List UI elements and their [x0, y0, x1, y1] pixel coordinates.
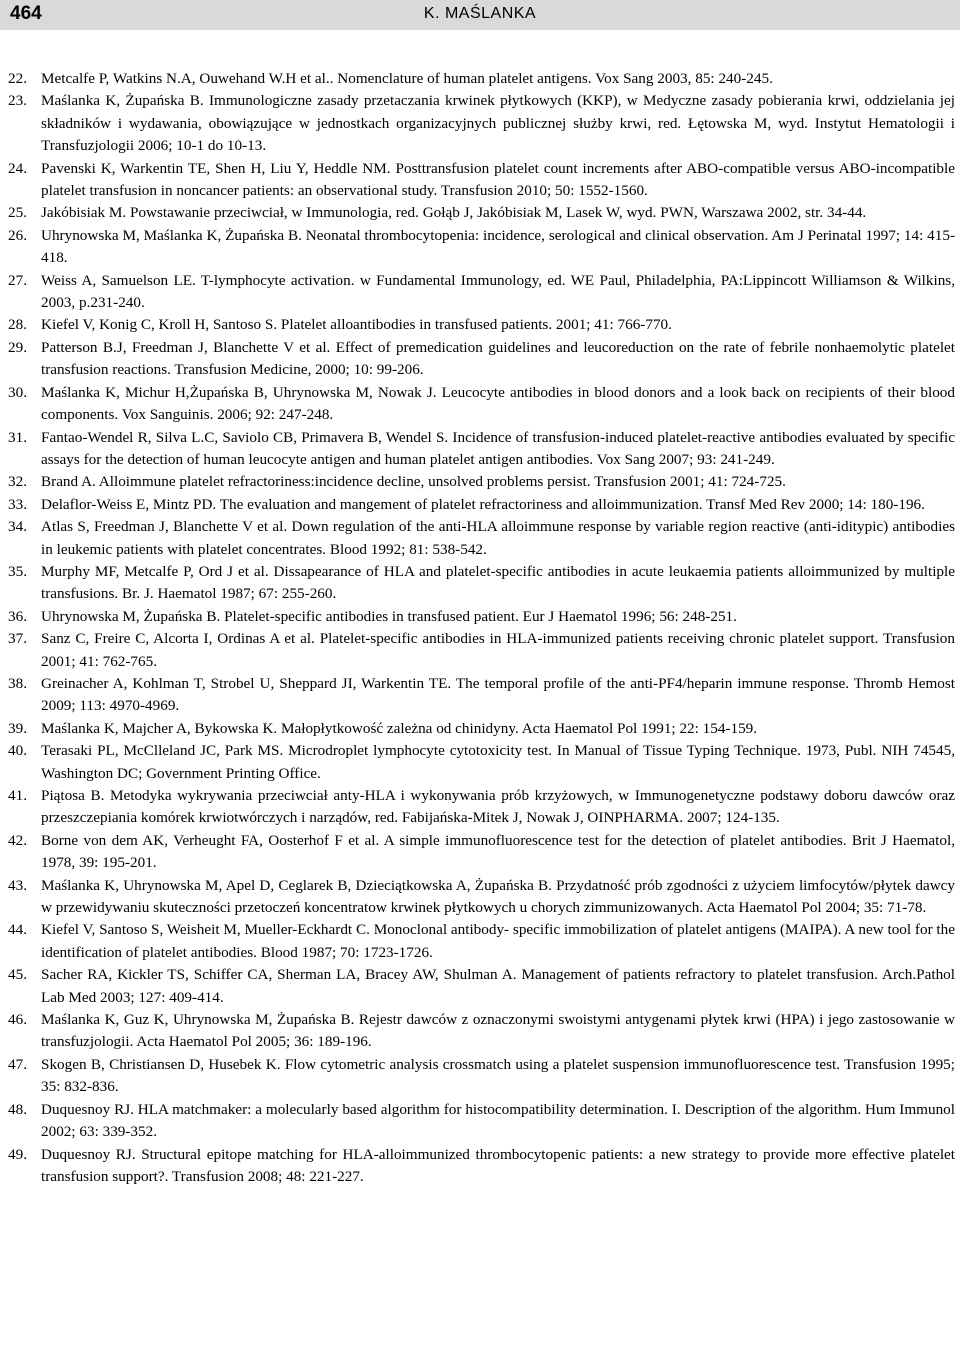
reference-item	[8, 314, 955, 336]
running-head: K. MAŚLANKA	[423, 5, 537, 22]
reference-text: Maślanka K, Michur H,Żupańska B, Uhrynowska M, Nowak J. Leucocyte antibodies in blood donors and a look back on recipients of their blood components. Vox Sanguinis. 2006; 92: 247-248.	[41, 383, 955, 424]
reference-item	[8, 1144, 955, 1189]
reference-text: Piątosa B. Metodyka wykrywania przeciwciał anty-HLA i wykonywania prób krzyżowych, w Immunogenetyczne podstawy doboru dawców oraz przeszczepiania komórek krwiotwórczych i narządów, red. Fabijańska-Mitek J, Nowak J, OINPHARMA. 2007; 124-135.	[41, 787, 955, 827]
reference-item	[8, 471, 955, 493]
reference-text: Maślanka K, Żupańska B. Immunologiczne zasady przetaczania krwinek płytkowych (KKP), w Medyczne zasady pobierania krwi, oddzielania jej składników i wydawania, obowiązujące w jednostkach organizacyjnych publicznej służby krwi, red. Łętowska M, wyd. Instytut Hematologii i Transfuzjologii 2006; 10-1 do 10-13.	[41, 92, 955, 155]
reference-text: Atlas S, Freedman J, Blanchette V et al. Down regulation of the anti-HLA alloimmune response by variable region reactive (anti-iditypic) antibodies in leukemic patients with platelet concentrates. Blood 1992; 81: 538-542.	[41, 518, 955, 558]
reference-text: Kiefel V, Konig C, Kroll H, Santoso S. Platelet alloantibodies in transfused patients. 2001; 41: 766-770.	[41, 316, 672, 334]
reference-text: Duquesnoy RJ. HLA matchmaker: a molecularly based algorithm for histocompatibility determination. I. Description of the algorithm. Hum Immunol 2002; 63: 339-352.	[41, 1100, 955, 1141]
reference-number: 24.	[8, 159, 27, 177]
reference-number: 23.	[8, 92, 27, 110]
reference-item	[8, 202, 955, 224]
reference-item	[8, 561, 955, 606]
reference-item	[8, 1009, 955, 1054]
reference-item	[8, 740, 955, 785]
reference-item	[8, 718, 955, 740]
reference-number: 35.	[8, 562, 27, 580]
reference-number: 28.	[8, 316, 27, 334]
reference-number: 47.	[8, 1055, 27, 1073]
reference-item	[8, 830, 955, 875]
reference-text: Maślanka K, Guz K, Uhrynowska M, Żupańska B. Rejestr dawców z oznaczonymi swoistymi antygenami płytek krwi (HPA) i jego zastosowanie w transfuzjologii. Acta Haematol Pol 2005; 36: 189-196.	[41, 1011, 955, 1051]
reference-number: 34.	[8, 518, 27, 536]
reference-item	[8, 158, 955, 203]
reference-number: 32.	[8, 473, 27, 491]
reference-text: Weiss A, Samuelson LE. T-lymphocyte activation. w Fundamental Immunology, ed. WE Paul, Philadelphia, PA:Lippincott Williamson & Wilkins, 2003, p.231-240.	[41, 271, 955, 312]
reference-number: 46.	[8, 1011, 27, 1029]
reference-number: 44.	[8, 921, 27, 939]
reference-number: 30.	[8, 383, 27, 401]
reference-item	[8, 919, 955, 964]
reference-text: Maślanka K, Majcher A, Bykowska K. Małopłytkowość zależna od chinidyny. Acta Haematol Pol 1991; 22: 154-159.	[41, 719, 758, 737]
reference-item	[8, 382, 955, 427]
reference-text: Terasaki PL, McClleland JC, Park MS. Microdroplet lymphocyte cytotoxicity test. In Manual of Tissue Typing Technique. 1973, Publ. NIH 74545, Washington DC; Government Printing Office.	[41, 742, 955, 782]
reference-item	[8, 628, 955, 673]
reference-item	[8, 785, 955, 830]
reference-number: 22.	[8, 70, 27, 87]
reference-text: Murphy MF, Metcalfe P, Ord J et al. Dissapearance of HLA and platelet-specific antibodies in acute leukaemia patients alloimmunized by multiple transfusions. Br. J. Haematol 1987; 67: 255-260.	[41, 562, 955, 603]
reference-number: 36.	[8, 607, 27, 625]
reference-number: 26.	[8, 226, 27, 244]
reference-item	[8, 225, 955, 270]
reference-text: Delaflor-Weiss E, Mintz PD. The evaluation and mangement of platelet refractoriness and alloimmunization. Transf Med Rev 2000; 14: 180-196.	[41, 495, 925, 513]
reference-number: 39.	[8, 719, 27, 737]
reference-number: 25.	[8, 204, 27, 222]
reference-number: 48.	[8, 1100, 27, 1118]
reference-text: Uhrynowska M, Żupańska B. Platelet-specific antibodies in transfused patient. Eur J Haematol 1996; 56: 248-251.	[41, 607, 737, 625]
reference-number: 45.	[8, 966, 27, 984]
reference-item	[8, 337, 955, 382]
reference-text: Metcalfe P, Watkins N.A, Ouwehand W.H et al.. Nomenclature of human platelet antigens. Vox Sang 2003, 85: 240-245.	[41, 70, 773, 87]
reference-item	[8, 673, 955, 718]
reference-number: 41.	[8, 787, 27, 804]
reference-text: Brand A. Alloimmune platelet refractoriness:incidence decline, unsolved problems persist. Transfusion 2001; 41: 724-725.	[41, 473, 786, 491]
reference-text: Skogen B, Christiansen D, Husebek K. Flow cytometric analysis crossmatch using a platelet suspension immunofluorescence test. Transfusion 1995; 35: 832-836.	[41, 1055, 955, 1096]
reference-text: Maślanka K, Uhrynowska M, Apel D, Ceglarek B, Dzieciątkowska A, Żupańska B. Przydatność prób zgodności z użyciem limfocytów/płytek dawcy w przewidywaniu skuteczności przetoczeń koncentratow krwinek płytkowych u chorych zimmunizowanych. Acta Haematol Pol 2004; 35: 71-78.	[41, 876, 955, 917]
reference-number: 40.	[8, 742, 27, 760]
reference-number: 37.	[8, 630, 27, 648]
reference-item	[8, 875, 955, 920]
reference-list	[8, 68, 955, 1188]
reference-item	[8, 90, 955, 157]
reference-text: Borne von dem AK, Verheught FA, Oosterhof F et al. A simple immunofluorescence test for the detection of platelet antibodies. Brit J Haematol, 1978, 39: 195-201.	[41, 831, 955, 872]
reference-number: 31.	[8, 428, 27, 446]
page-number: 464	[10, 3, 42, 24]
reference-item	[8, 1054, 955, 1099]
reference-item	[8, 606, 955, 628]
reference-item	[8, 494, 955, 516]
reference-item	[8, 516, 955, 561]
reference-item	[8, 1099, 955, 1144]
reference-text: Sanz C, Freire C, Alcorta I, Ordinas A et al. Platelet-specific antibodies in HLA-immunized patients receiving chronic platelet support. Transfusion 2001; 41: 762-765.	[41, 630, 955, 670]
reference-number: 49.	[8, 1145, 27, 1163]
reference-item	[8, 270, 955, 315]
reference-item	[8, 427, 955, 472]
reference-number: 27.	[8, 271, 27, 289]
reference-number: 29.	[8, 338, 27, 356]
reference-text: Jakóbisiak M. Powstawanie przeciwciał, w Immunologia, red. Gołąb J, Jakóbisiak M, Lasek W, wyd. PWN, Warszawa 2002, str. 34-44.	[41, 204, 867, 222]
reference-number: 38.	[8, 674, 27, 692]
reference-number: 43.	[8, 876, 27, 894]
reference-text: Duquesnoy RJ. Structural epitope matching for HLA-alloimmunized thrombocytopenic patients: a new strategy to provide more effective platelet transfusion support?. Transfusion 2008; 48: 221-227.	[41, 1145, 955, 1185]
reference-text: Fantao-Wendel R, Silva L.C, Saviolo CB, Primavera B, Wendel S. Incidence of transfusion-induced platelet-reactive antibodies evaluated by specific assays for the detection of human leucocyte antigen and human platelet antigen antibodies. Vox Sang 2007; 93: 241-249.	[41, 428, 955, 468]
reference-text: Sacher RA, Kickler TS, Schiffer CA, Sherman LA, Bracey AW, Shulman A. Management of patients refractory to platelet transfusion. Arch.Pathol Lab Med 2003; 127: 409-414.	[41, 966, 955, 1006]
reference-text: Kiefel V, Santoso S, Weisheit M, Mueller-Eckhardt C. Monoclonal antibody- specific immobilization of platelet antigens (MAIPA). A new tool for the identification of platelet antibodies. Blood 1987; 70: 1723-1726.	[41, 921, 955, 961]
reference-text: Pavenski K, Warkentin TE, Shen H, Liu Y, Heddle NM. Posttransfusion platelet count increments after ABO-compatible versus ABO-incompatible platelet transfusion in noncancer patients: an observational study. Transfusion 2010; 50: 1552-1560.	[41, 159, 955, 200]
reference-item	[8, 964, 955, 1009]
reference-item	[8, 68, 955, 90]
reference-text: Uhrynowska M, Maślanka K, Żupańska B. Neonatal thrombocytopenia: incidence, serological and clinical observation. Am J Perinatal 1997; 14: 415-418.	[41, 226, 955, 267]
page-header	[0, 0, 960, 30]
reference-number: 42.	[8, 831, 27, 849]
reference-text: Greinacher A, Kohlman T, Strobel U, Sheppard JI, Warkentin TE. The temporal profile of the anti-PF4/heparin immune response. Thromb Hemost 2009; 113: 4970-4969.	[41, 674, 955, 715]
reference-number: 33.	[8, 495, 27, 513]
reference-text: Patterson B.J, Freedman J, Blanchette V et al. Effect of premedication guidelines and leucoreduction on the rate of febrile nonhaemolytic platelet transfusion reactions. Transfusion Medicine, 2000; 10: 99-206.	[41, 338, 955, 379]
